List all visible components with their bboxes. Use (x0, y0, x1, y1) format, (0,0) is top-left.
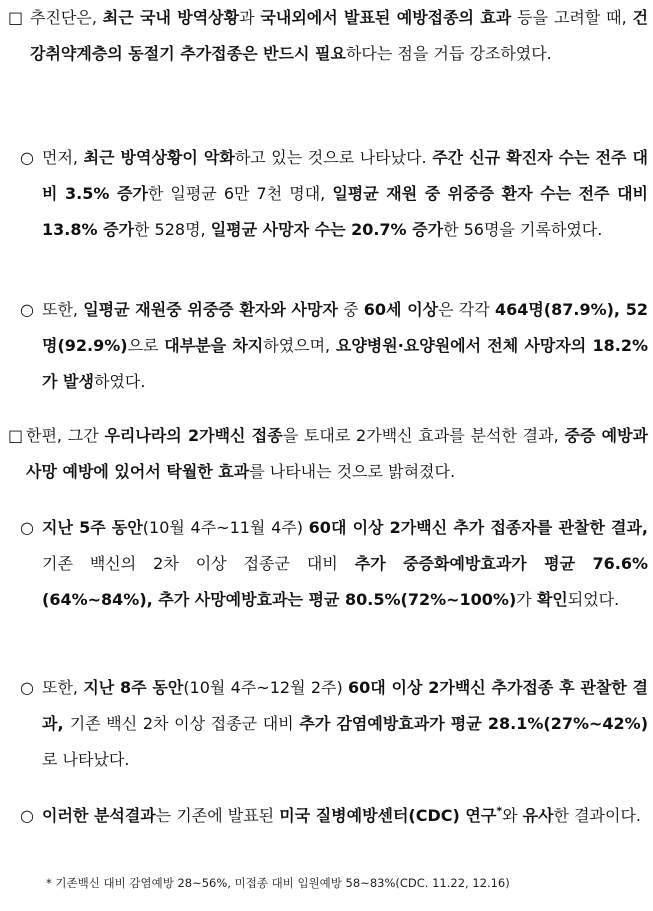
text-run: 과 (239, 8, 261, 27)
bold-text-run: 주간 신규 확진자 수는 전주 대비 3.5% 증가 (42, 148, 648, 203)
section-text (26, 418, 648, 490)
text-run: 먼저, (42, 148, 84, 167)
bold-text-run: 미국 질병예방센터(CDC) 연구 (279, 806, 497, 825)
text-run: 은 각각 (438, 300, 495, 319)
square-bullet-icon: □ (8, 426, 24, 445)
bold-text-run: 국내외에서 발표된 예방접종의 효과 (260, 8, 512, 27)
circle-bullet-icon: ○ (20, 518, 34, 537)
bold-text-run: 일평균 사망자 수는 20.7% 증가 (210, 220, 444, 239)
bold-text-run: 요양병원·요양원에서 전체 사망자의 18.2%가 발생 (42, 336, 649, 391)
bullet-text (42, 510, 648, 618)
text-run: 한 결과이다. (553, 806, 641, 825)
text-run: 한 528명, (134, 220, 211, 239)
bold-text-run: 이러한 분석결과 (42, 806, 156, 825)
circle-bullet-icon: ○ (20, 148, 34, 167)
text-run: (10월 4주~12월 2주) (183, 678, 349, 697)
bold-text-run: 추가 중증화예방효과가 평균 76.6%(64%~84%), 추가 사망예방효과는 평균 80.5%(72%~100%) (42, 554, 648, 609)
section-paragraph-analysis (8, 418, 648, 490)
text-run: 을 토대로 2가백신 효과를 분석한 결과, (282, 426, 565, 445)
bullet-item-elderly (20, 292, 648, 400)
text-run: 기존 백신 2차 이상 접종군 대비 (69, 714, 300, 733)
bullet-text (42, 292, 648, 400)
bold-text-run: 대부분을 차지 (164, 336, 264, 355)
circle-bullet-icon: ○ (20, 806, 34, 825)
text-run: 는 기존에 발표된 (155, 806, 280, 825)
circle-bullet-icon: ○ (20, 300, 34, 319)
text-run: 한 56명을 기록하였다. (443, 220, 603, 239)
bullet-text (42, 140, 648, 248)
bold-text-run: * (496, 804, 503, 818)
bullet-item-cdc-comparison (20, 798, 648, 834)
text-run: 되었다. (567, 590, 620, 609)
text-run: 를 나타내는 것으로 밝혀졌다. (249, 462, 456, 481)
bold-text-run: 최근 방역상황이 악화 (83, 148, 235, 167)
text-run: 하다는 점을 거듭 강조하였다. (345, 44, 552, 63)
bullet-item-severity-effect (20, 510, 648, 618)
square-bullet-icon: □ (8, 8, 24, 27)
bullet-text (42, 670, 648, 778)
text-run: 또한, (42, 300, 84, 319)
section-text (30, 0, 648, 72)
text-run: 추진단은, (30, 8, 103, 27)
bold-text-run: 건강취약계층의 동절기 추가접종은 반드시 필요 (30, 8, 648, 63)
text-run: 하였다. (93, 372, 146, 391)
bold-text-run: 60대 이상 2가백신 추가접종 후 관찰한 결과, (42, 678, 648, 733)
text-run: 하였으며, (263, 336, 336, 355)
footnote: * 기존백신 대비 감염예방 28~56%, 미접종 대비 입원예방 58~83%(CDC. 11.22, 12.16) (46, 876, 510, 890)
bullet-item-infection-effect (20, 670, 648, 778)
bold-text-run: 추가 감염예방효과가 평균 28.1%(27%~42%) (299, 714, 649, 733)
bullet-item-situation (20, 140, 648, 248)
bold-text-run: 유사 (522, 806, 554, 825)
text-run: 중 (337, 300, 364, 319)
bold-text-run: 최근 국내 방역상황 (102, 8, 240, 27)
text-run: 로 나타났다. (42, 750, 130, 769)
text-run: 등을 고려할 때, (511, 8, 633, 27)
text-run: 으로 (127, 336, 165, 355)
bold-text-run: 중증 예방과 사망 예방에 있어서 탁월한 효과 (26, 426, 648, 481)
bold-text-run: 60대 이상 2가백신 추가 접종자를 관찰한 결과, (308, 518, 648, 537)
text-run: 가 (516, 590, 537, 609)
text-run: 한편, 그간 (26, 426, 105, 445)
bold-text-run: 우리나라의 2가백신 접종 (104, 426, 283, 445)
bold-text-run: 지난 5주 동안 (42, 518, 143, 537)
text-run: 또한, (42, 678, 84, 697)
section-paragraph-outlook (8, 0, 648, 72)
bold-text-run: 464명(87.9%), 52명(92.9%) (42, 300, 648, 355)
bold-text-run: 일평균 재원중 위중증 환자와 사망자 (83, 300, 338, 319)
bold-text-run: 확인 (536, 590, 568, 609)
text-run: (10월 4주~11월 4주) (142, 518, 309, 537)
bullet-text (42, 798, 648, 834)
text-run: 하고 있는 것으로 나타났다. (234, 148, 433, 167)
bold-text-run: 일평균 재원 중 위중증 환자 수는 전주 대비 13.8% 증가 (42, 184, 648, 239)
text-run: 와 (502, 806, 523, 825)
circle-bullet-icon: ○ (20, 678, 34, 697)
bold-text-run: 60세 이상 (363, 300, 439, 319)
text-run: 기존 백신의 2차 이상 접종군 대비 (42, 554, 355, 573)
text-run: 한 일평균 6만 7천 명대, (147, 184, 333, 203)
bold-text-run: 지난 8주 동안 (83, 678, 184, 697)
